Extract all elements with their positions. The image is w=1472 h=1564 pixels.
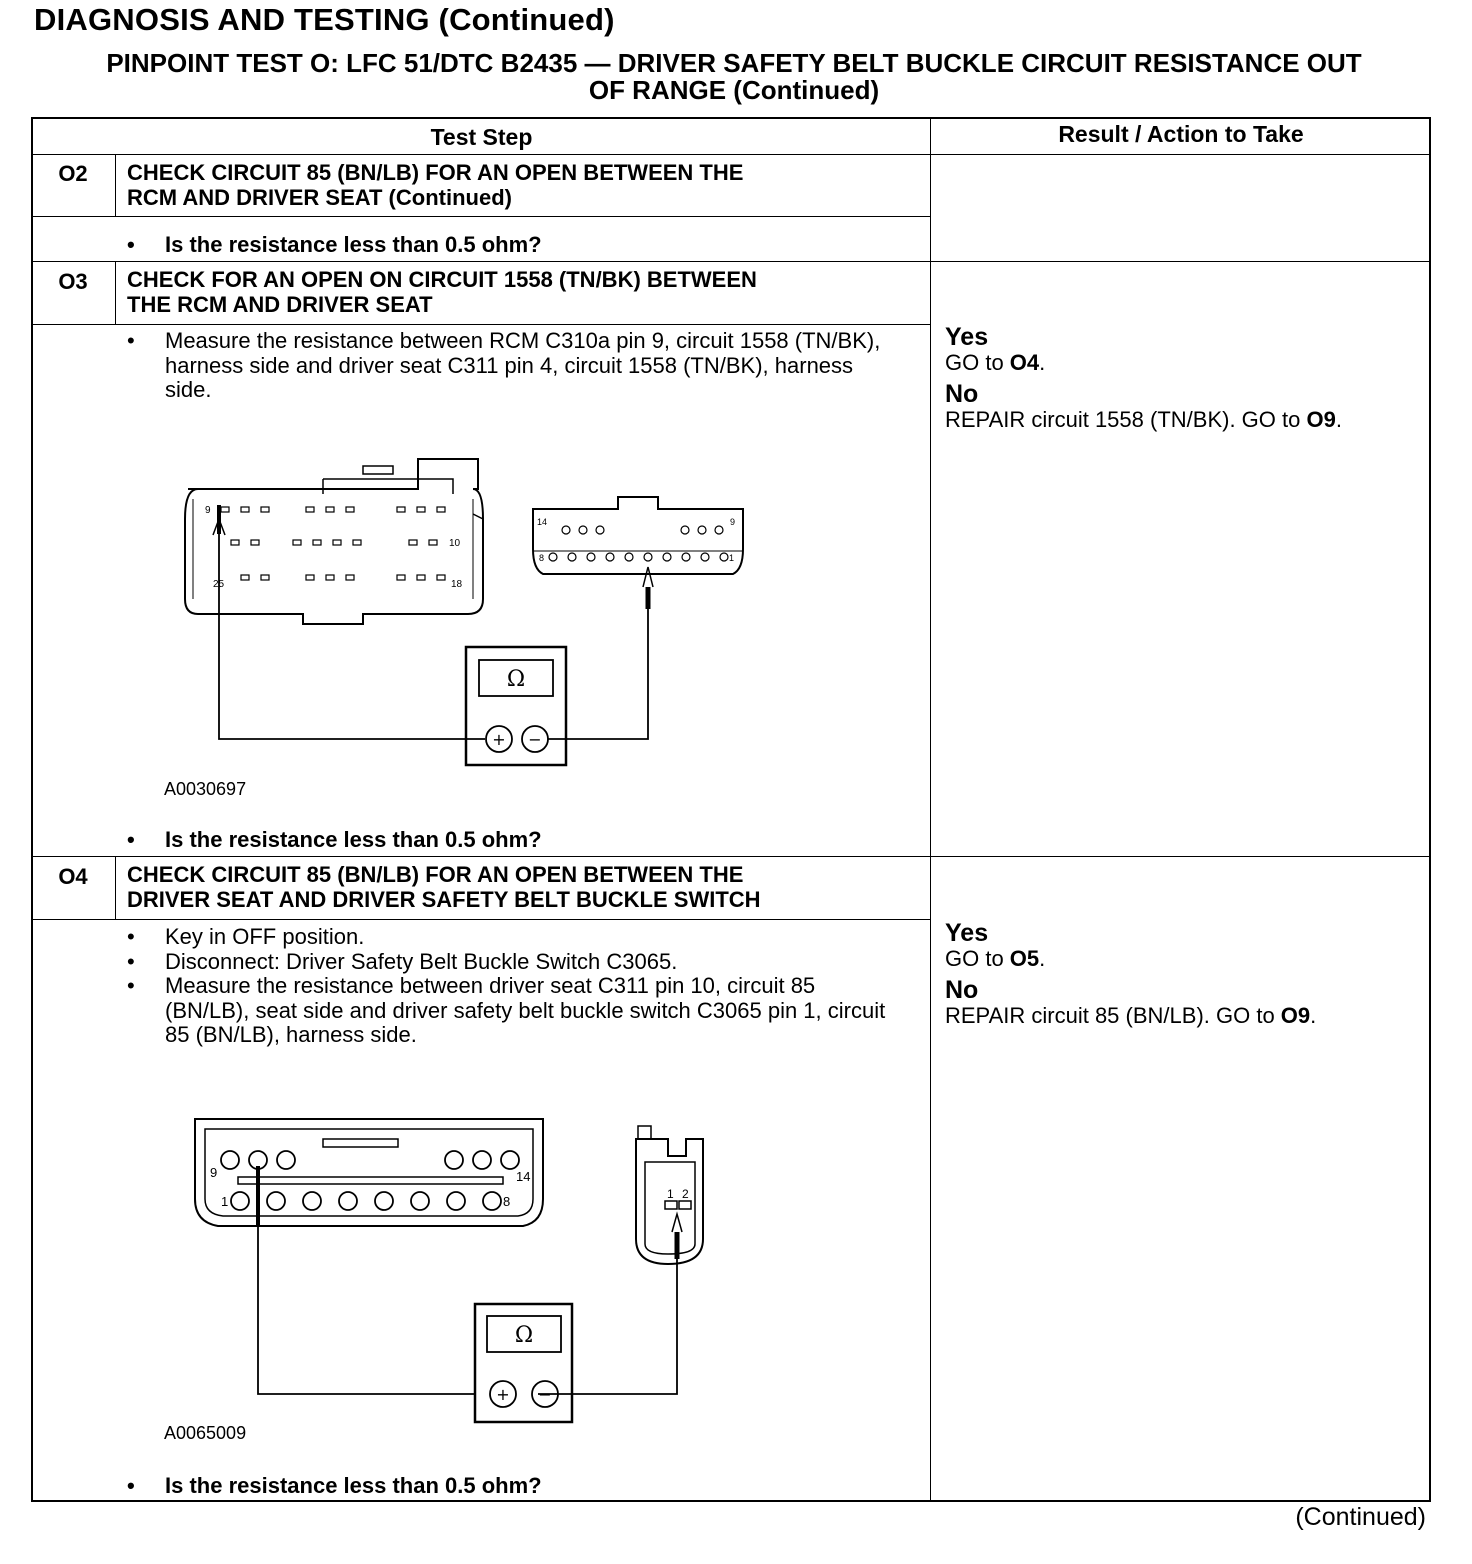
no-action-end: . xyxy=(1310,1003,1317,1028)
list-item: • Measure the resistance between RCM C310a pin 9, circuit 1558 (TN/BK), harness side and driver seat C311 pin 4, circuit 1558 (TN/BK), harness side. xyxy=(127,329,897,403)
ohmmeter xyxy=(475,1304,572,1422)
question-o4-text: Is the resistance less than 0.5 ohm? xyxy=(165,1473,542,1498)
yes-label: Yes xyxy=(945,919,989,947)
o2-end-rule xyxy=(33,261,1431,262)
c311-pin-label-8: 8 xyxy=(503,1194,511,1209)
page-title: DIAGNOSIS AND TESTING (Continued) xyxy=(34,2,615,37)
step-title-o3-line2: THE RCM AND DRIVER SEAT xyxy=(127,292,433,317)
c311-pin-row-top xyxy=(562,526,723,534)
rcm-pin-row-bottom xyxy=(241,575,445,580)
continued-label: (Continued) xyxy=(1295,1503,1426,1531)
o3-end-rule xyxy=(33,856,1431,857)
figure-id-a0065009: A0065009 xyxy=(164,1423,247,1443)
result-o4 xyxy=(945,920,1425,1034)
question-o4: • Is the resistance less than 0.5 ohm? xyxy=(127,1473,542,1498)
step-title-o2 xyxy=(127,160,907,210)
question-o3-text: Is the resistance less than 0.5 ohm? xyxy=(165,827,542,852)
rcm-connector-outline xyxy=(185,459,483,624)
yes-action xyxy=(945,351,1425,375)
no-action-end: . xyxy=(1335,407,1342,432)
plus-sign: + xyxy=(492,730,506,749)
c311-pin-label-9: 9 xyxy=(210,1165,218,1180)
o4-instructions xyxy=(127,925,897,1048)
c311-pin-label-9: 9 xyxy=(730,517,736,527)
id-divider xyxy=(115,262,116,324)
no-action-text: REPAIR circuit 85 (BN/LB). GO to xyxy=(945,1003,1281,1028)
step-title-o4 xyxy=(127,862,907,912)
plus-sign: + xyxy=(496,1385,510,1404)
question-o2-text: Is the resistance less than 0.5 ohm? xyxy=(165,232,542,257)
o3-title-rule xyxy=(33,324,930,325)
question-o2: • Is the resistance less than 0.5 ohm? xyxy=(127,232,542,257)
yes-action-end: . xyxy=(1039,946,1046,971)
goto-link-o4[interactable]: O4 xyxy=(1009,350,1040,375)
header-rule xyxy=(33,154,1431,155)
rcm-pin-label-18: 18 xyxy=(451,579,463,590)
goto-link-o5[interactable]: O5 xyxy=(1009,946,1040,971)
no-action xyxy=(945,408,1425,432)
ohm-symbol: Ω xyxy=(506,667,526,692)
ohm-symbol: Ω xyxy=(514,1323,534,1348)
step-title-o2-line2: RCM AND DRIVER SEAT (Continued) xyxy=(127,185,512,210)
column-header-test-step: Test Step xyxy=(430,124,533,150)
minus-sign: − xyxy=(538,1385,552,1404)
wiring-diagram-a0065009 xyxy=(183,1104,743,1434)
pinpoint-test-title-line2: OF RANGE (Continued) xyxy=(588,75,880,105)
minus-sign: − xyxy=(528,730,542,749)
rcm-pin-label-25: 25 xyxy=(213,579,225,590)
question-o3: • Is the resistance less than 0.5 ohm? xyxy=(127,827,542,852)
c311-pin-label-14: 14 xyxy=(516,1169,531,1184)
no-action-text: REPAIR circuit 1558 (TN/BK). GO to xyxy=(945,407,1307,432)
c311-pin-label-1: 1 xyxy=(221,1194,229,1209)
list-item: • Measure the resistance between driver seat C311 pin 10, circuit 85 (BN/LB), seat side and driver safety belt buckle switch C3065 pin 1, circuit 85 (BN/LB), harness side. xyxy=(127,974,897,1048)
step-title-o4-line2: DRIVER SEAT AND DRIVER SAFETY BELT BUCKLE SWITCH xyxy=(127,887,761,912)
yes-action-end: . xyxy=(1039,350,1046,375)
pinpoint-test-title xyxy=(34,50,1434,104)
test-lead-positive xyxy=(258,1226,475,1394)
c311-pin-row-top xyxy=(221,1151,519,1169)
test-lead-negative xyxy=(538,1259,677,1394)
rcm-pin-row-middle xyxy=(231,540,437,545)
list-item: • Key in OFF position. xyxy=(127,925,897,950)
no-action xyxy=(945,1004,1425,1028)
step-title-o2-line1: CHECK CIRCUIT 85 (BN/LB) FOR AN OPEN BETWEEN THE xyxy=(127,160,744,185)
wiring-diagram-a0030697 xyxy=(173,439,773,779)
yes-action xyxy=(945,947,1425,971)
yes-action-text: GO to xyxy=(945,350,1010,375)
result-o3 xyxy=(945,324,1425,438)
id-divider xyxy=(115,155,116,216)
rcm-pin-row-top xyxy=(221,507,445,512)
c311-pin-label-8: 8 xyxy=(539,553,545,563)
c311-connector-outline xyxy=(533,497,743,574)
c311-pin-row-bottom xyxy=(549,553,728,561)
rcm-pin-label-10: 10 xyxy=(449,538,461,549)
test-lead-positive xyxy=(219,534,485,739)
id-divider xyxy=(115,857,116,919)
yes-action-text: GO to xyxy=(945,946,1010,971)
step-id-o2: O2 xyxy=(58,161,88,186)
step-title-o4-line1: CHECK CIRCUIT 85 (BN/LB) FOR AN OPEN BETWEEN THE xyxy=(127,862,744,887)
rcm-pin-label-9: 9 xyxy=(205,505,211,516)
c311-pin-label-1: 1 xyxy=(729,553,735,563)
step-title-o3-line1: CHECK FOR AN OPEN ON CIRCUIT 1558 (TN/BK) BETWEEN xyxy=(127,267,757,292)
pinpoint-test-table xyxy=(31,117,1431,1502)
test-lead-negative xyxy=(548,609,648,739)
switch-pin-label-1: 1 xyxy=(667,1187,674,1201)
c311-pin-row-bottom xyxy=(231,1192,501,1210)
list-item: • Disconnect: Driver Safety Belt Buckle Switch C3065. xyxy=(127,950,897,975)
column-divider xyxy=(930,119,931,1502)
no-label: No xyxy=(945,976,979,1004)
switch-pin-label-2: 2 xyxy=(682,1187,689,1201)
yes-label: Yes xyxy=(945,323,989,351)
step-title-o3 xyxy=(127,267,907,317)
goto-link-o9[interactable]: O9 xyxy=(1306,407,1336,432)
o3-instructions xyxy=(127,329,897,403)
c311-pin-label-14: 14 xyxy=(537,517,548,527)
no-label: No xyxy=(945,380,979,408)
pinpoint-test-title-line1: PINPOINT TEST O: LFC 51/DTC B2435 — DRIVER SAFETY BELT BUCKLE CIRCUIT RESISTANCE OUT xyxy=(106,48,1362,78)
step-id-o3: O3 xyxy=(58,269,88,294)
goto-link-o9[interactable]: O9 xyxy=(1280,1003,1311,1028)
column-header-result: Result / Action to Take xyxy=(1058,121,1304,147)
o4-title-rule xyxy=(33,919,930,920)
o2-title-rule xyxy=(33,216,930,217)
step-id-o4: O4 xyxy=(58,864,88,889)
figure-id-a0030697: A0030697 xyxy=(164,779,247,799)
ohmmeter xyxy=(466,647,566,765)
